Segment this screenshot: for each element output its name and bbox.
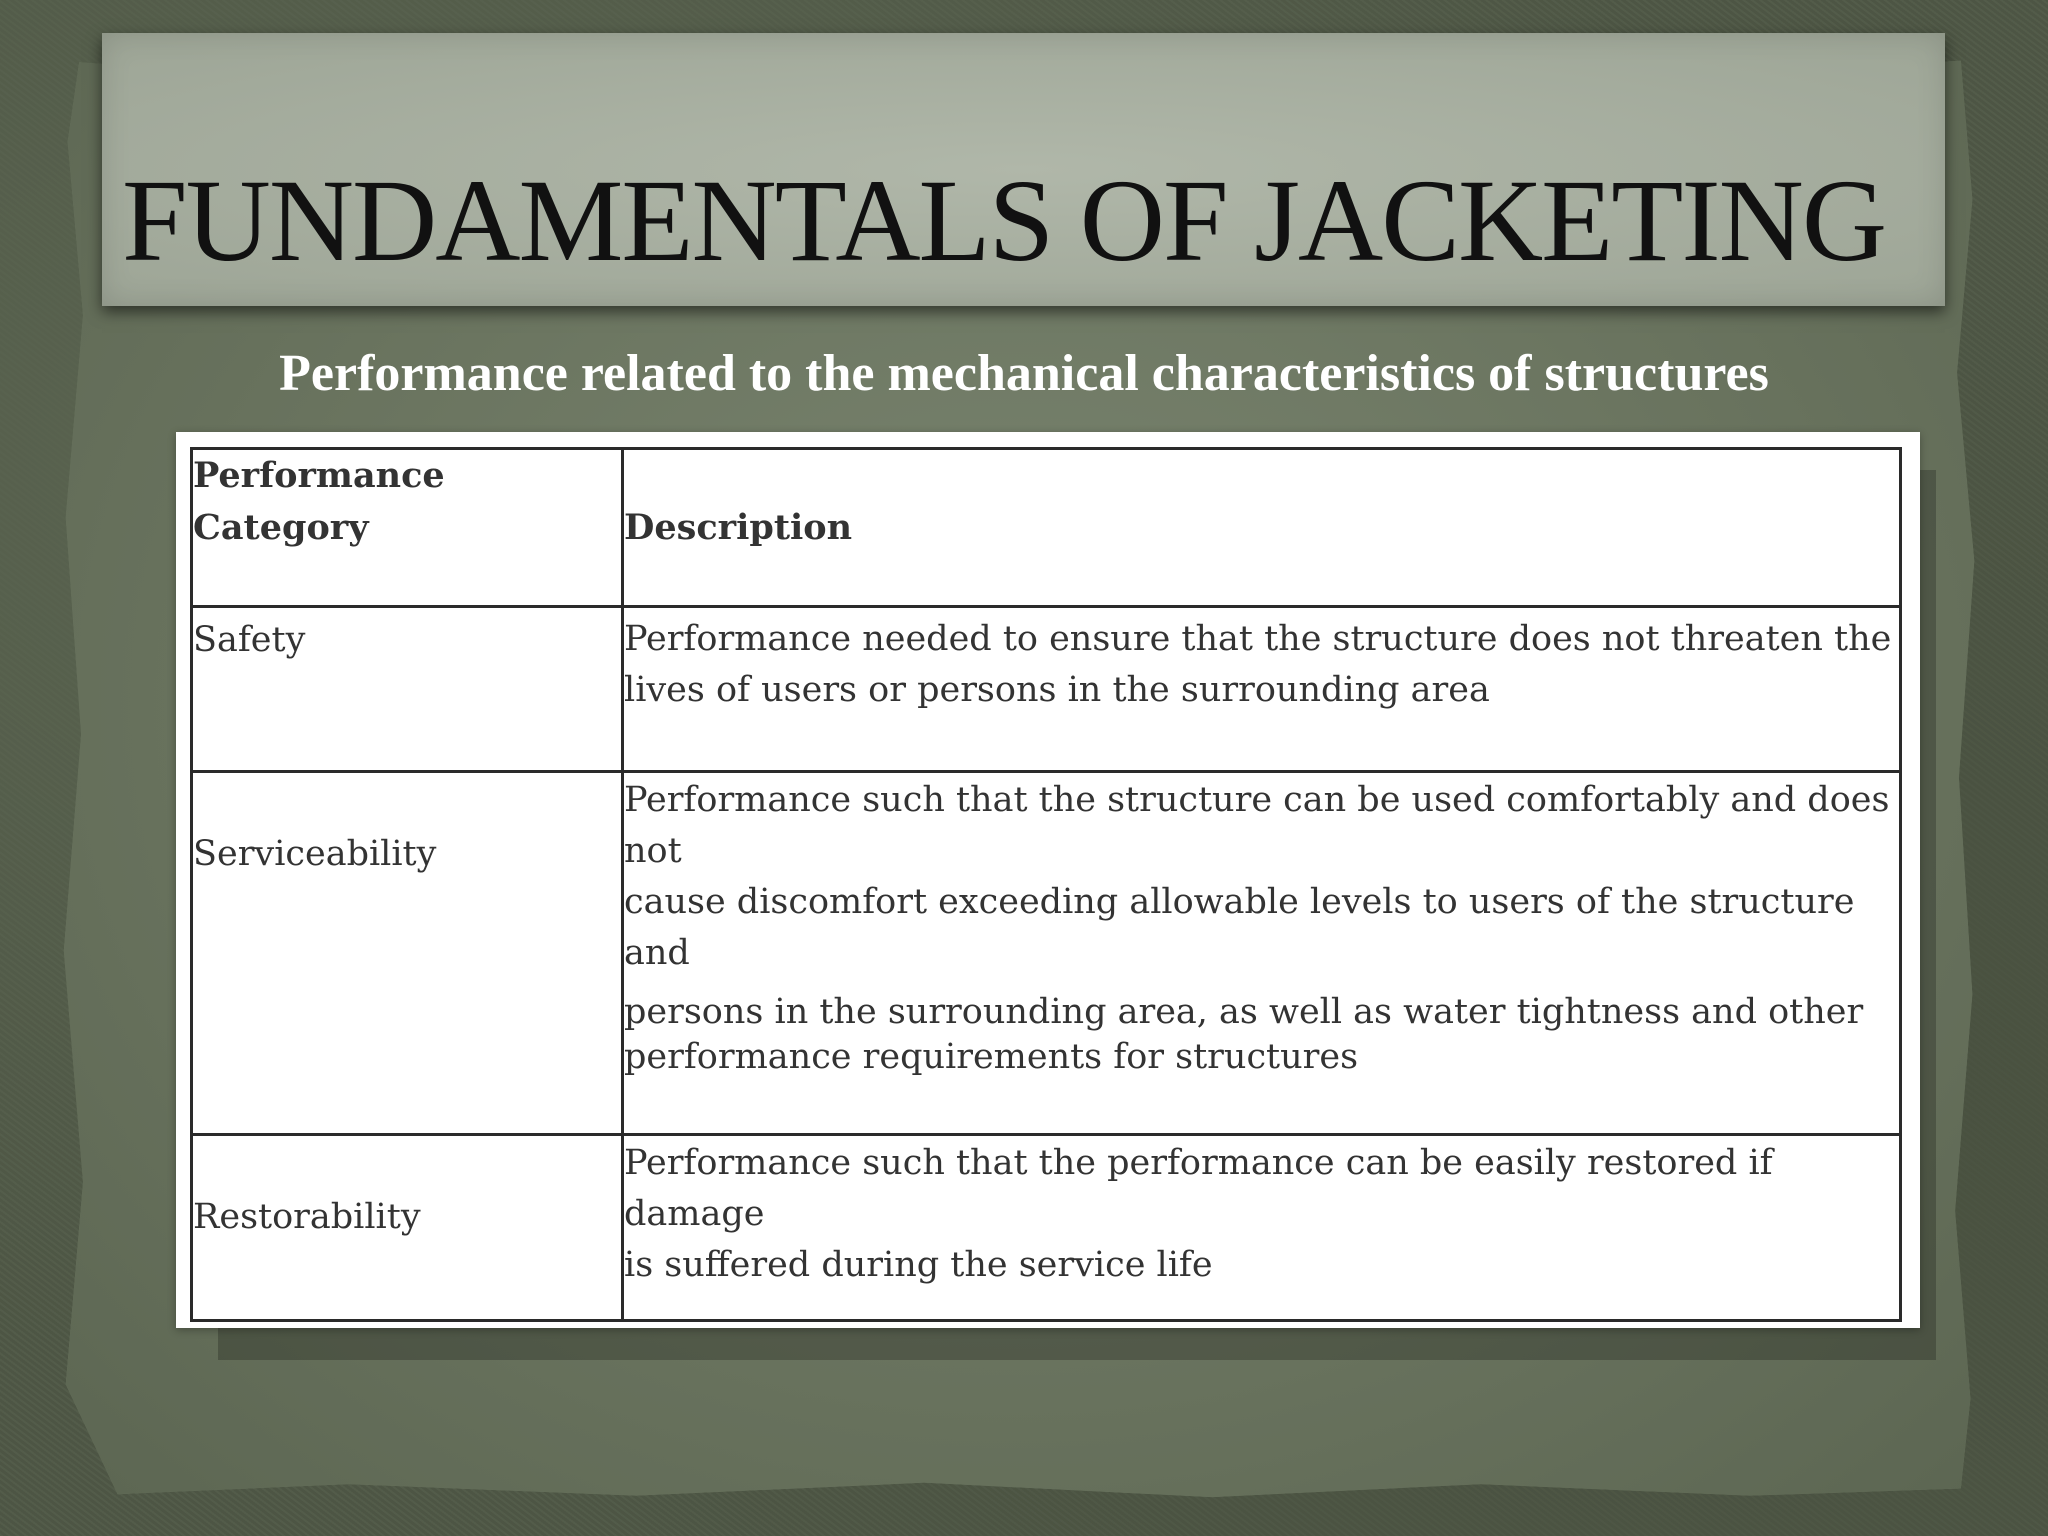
description-line: and bbox=[624, 933, 690, 973]
header-performance-category bbox=[192, 449, 623, 607]
category-cell bbox=[192, 1135, 623, 1321]
description-line: damage bbox=[624, 1194, 765, 1234]
category-label: Restorability bbox=[193, 1197, 421, 1237]
description-line: not bbox=[624, 831, 682, 871]
category-label: Serviceability bbox=[193, 834, 437, 874]
performance-table bbox=[190, 447, 1902, 1322]
table-header-row bbox=[192, 449, 1901, 607]
category-cell: Safety bbox=[192, 607, 623, 772]
description-line: lives of users or persons in the surrounding area bbox=[624, 670, 1490, 710]
header-category-line2: Category bbox=[193, 507, 369, 548]
description-line: cause discomfort exceeding allowable levels to users of the structure bbox=[624, 882, 1855, 922]
description-line: Performance needed to ensure that the structure does not threaten the bbox=[624, 619, 1892, 659]
performance-table-card bbox=[176, 432, 1920, 1328]
description-line: persons in the surrounding area, as well as water tightness and other bbox=[624, 992, 1864, 1032]
header-description: Description bbox=[623, 449, 1901, 607]
slide-title: FUNDAMENTALS OF JACKETING bbox=[122, 155, 1886, 286]
table-row bbox=[192, 607, 1901, 772]
description-line: Performance such that the performance can be easily restored if bbox=[624, 1143, 1773, 1183]
slide-subtitle: Performance related to the mechanical characteristics of structures bbox=[279, 345, 1769, 402]
description-cell bbox=[623, 1135, 1901, 1321]
description-line: Performance such that the structure can be used comfortably and does bbox=[624, 780, 1890, 820]
table-row bbox=[192, 1135, 1901, 1321]
description-line: performance requirements for structures bbox=[624, 1037, 1359, 1077]
header-category-line1: Performance bbox=[193, 455, 445, 496]
description-cell bbox=[623, 607, 1901, 772]
description-line: is suffered during the service life bbox=[624, 1245, 1213, 1285]
table-row bbox=[192, 772, 1901, 1135]
description-cell bbox=[623, 772, 1901, 1135]
category-cell bbox=[192, 772, 623, 1135]
